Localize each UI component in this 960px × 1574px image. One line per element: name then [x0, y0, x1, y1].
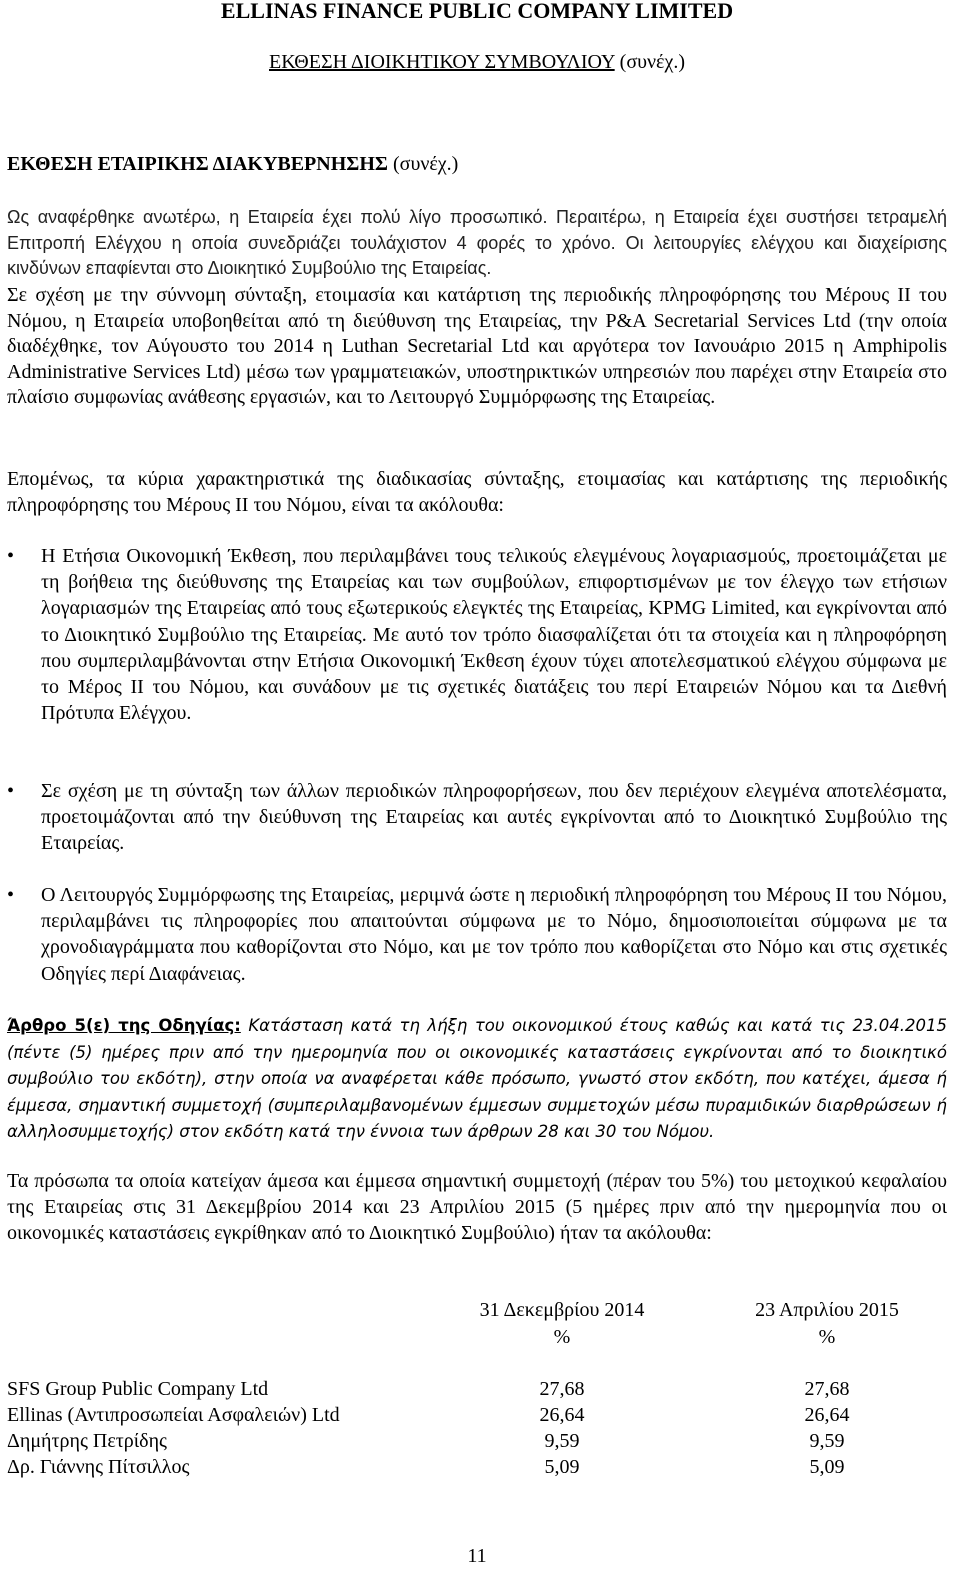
holding-2015: 9,59: [809, 1430, 845, 1452]
section-title-suffix: (συνέχ.): [393, 153, 459, 175]
holding-2014: 27,68: [539, 1378, 585, 1400]
column-header-2015: 23 Απριλίου 2015: [755, 1299, 899, 1321]
table-row: [7, 1454, 947, 1480]
holder-name: Δρ. Γιάννης Πίτσιλλος: [7, 1456, 190, 1478]
list-item: [7, 543, 947, 726]
company-name: ELLINAS FINANCE PUBLIC COMPANY LIMITED: [220, 0, 734, 23]
bullet-compliance-officer: [7, 882, 947, 987]
paragraph-reporting: Σε σχέση με την σύννομη σύνταξη, ετοιμασία και κατάρτιση της περιοδικής πληροφόρησης του Μέρους ΙΙ του Νόμου, η Εταιρεία υποβοηθείται από τη διεύθυνση της Εταιρείας, την P&A Secretarial Services Ltd (την οποία διαδέχθηκε, τον Αύγουστο του 2014 η Luthan Secretarial Ltd και αργότερα τον Ιανουάριο 2015 η Amphipolis Administrative Services Ltd) μέσω των γραμματειακών, υποστηρικτικών υπηρεσιών που παρέχει στην Εταιρεία στο πλαίσιο συμφωνίας ανάθεσης εργασιών, και το Λειτουργό Συμμόρφωσης της Εταιρείας.: [7, 284, 947, 409]
bullet-icon: •: [7, 780, 15, 802]
bullet-annual-report: [7, 543, 947, 726]
paragraph-staff: Ως αναφέρθηκε ανωτέρω, η Εταιρεία έχει πολύ λίγο προσωπικό. Περαιτέρω, η Εταιρεία έχει συστήσει τετραμελή Επιτροπή Ελέγχου η οποία συνεδριάζει τουλάχιστον 4 φορές το χρόνο. Οι λειτουργίες ελέγχου και διαχείρισης κινδύνων επαφίενται στο Διοικητικό Συμβούλιο της Εταιρείας.: [7, 207, 947, 278]
bullet-icon: •: [7, 884, 15, 906]
holder-name: SFS Group Public Company Ltd: [7, 1378, 269, 1400]
table-row: [7, 1402, 947, 1428]
holder-name: Ellinas (Αντιπροσωπείαι Ασφαλειών) Ltd: [7, 1404, 340, 1426]
report-title-text: ΕΚΘΕΣΗ ΔΙΟΙΚΗΤΙΚΟΥ ΣΥΜΒΟΥΛΙΟΥ: [269, 51, 615, 73]
article-5e: [7, 1013, 947, 1146]
holding-2015: 27,68: [804, 1378, 850, 1400]
report-title: [7, 49, 947, 75]
bullet-text: Σε σχέση με τη σύνταξη των άλλων περιοδικών πληροφορήσεων, που δεν περιέχουν ελεγμένα αποτελέσματα, προετοιμάζονται από την διεύθυνση της Εταιρείας και αυτές εγκρίνονται από το Διοικητικό Συμβούλιο της Εταιρείας.: [41, 780, 947, 855]
paragraph-holdings: Τα πρόσωπα τα οποία κατείχαν άμεσα και έμμεσα σημαντική συμμετοχή (πέραν του 5%) του μετοχικού κεφαλαίου της Εταιρείας στις 31 Δεκεμβρίου 2014 και 23 Απριλίου 2015 (5 ημέρες πριν από την ημερομηνία που οι οικονομικές καταστάσεις εγκρίθηκαν από το Διοικητικό Συμβούλιο) ήταν τα ακόλουθα:: [7, 1170, 947, 1245]
list-item: [7, 778, 947, 857]
column-header-2014: 31 Δεκεμβρίου 2014: [479, 1299, 645, 1321]
holding-2014: 5,09: [544, 1456, 580, 1478]
page-number: 11: [467, 1545, 487, 1567]
section-title-text: ΕΚΘΕΣΗ ΕΤΑΙΡΙΚΗΣ ΔΙΑΚΥΒΕΡΝΗΣΗΣ: [7, 153, 388, 175]
report-title-suffix: (συνέχ.): [619, 51, 685, 73]
bullet-text: Η Ετήσια Οικονομική Έκθεση, που περιλαμβάνει τους τελικούς ελεγμένους λογαριασμούς, προετοιμάζεται με τη βοήθεια της διεύθυνσης της Εταιρείας και των συμβούλων, επιφορτισμένων με τον έλεγχο των ετήσιων λογαριασμών της Εταιρείας από τους εξωτερικούς ελεγκτές της Εταιρείας, KPMG Limited, και εγκρίνονται από το Διοικητικό Συμβούλιο της Εταιρείας. Με αυτό τον τρόπο διασφαλίζεται ότι τα στοιχεία και η πληροφόρηση που συμπεριλαμβάνονται στην Ετήσια Οικονομική Έκθεση έχουν τύχει αποτελεσματικού ελέγχου σύμφωνα με το Μέρος ΙΙ του Νόμου, και συνάδουν με τις σχετικές διατάξεις του περί Εταιρειών Νόμου και τα Διεθνή Πρότυπα Ελέγχου.: [41, 545, 947, 725]
column-unit-2014: %: [553, 1326, 571, 1348]
article-text: Κατάσταση κατά τη λήξη του οικονομικού έτους καθώς και κατά τις 23.04.2015 (πέντε (5) ημέρες πριν από την ημερομηνία που οι οικονομικές καταστάσεις εγκρίνονται από το διοικητικό συμβούλιο του εκδότη), στην οποία να αναφέρεται κάθε πρόσωπο, γνωστό στον εκδότη, που κατέχει, άμεσα ή έμμεσα, σημαντική συμμετοχή (συμπεριλαμβανομένων έμμεσων συμμετοχών μέσω πυραμιδικών διαρθρώσεων ή αλληλοσυμμετοχής) στον εκδότη κατά την έννοια των άρθρων 28 και 30 του Νόμου.: [7, 1016, 947, 1142]
column-unit-2015: %: [818, 1326, 836, 1348]
section-title: [7, 151, 458, 177]
holding-2015: 5,09: [809, 1456, 845, 1478]
holder-name: Δημήτρης Πετρίδης: [7, 1430, 167, 1452]
bullet-other-reports: [7, 778, 947, 857]
holding-2014: 9,59: [544, 1430, 580, 1452]
article-heading: Άρθρο 5(ε) της Οδηγίας:: [7, 1016, 241, 1035]
table-row: [7, 1428, 947, 1454]
holding-2015: 26,64: [804, 1404, 850, 1426]
holding-2014: 26,64: [539, 1404, 585, 1426]
bullet-text: Ο Λειτουργός Συμμόρφωσης της Εταιρείας, μεριμνά ώστε η περιοδική πληροφόρηση του Μέρους ΙΙ του Νόμου, περιλαμβάνει τις πληροφορίες που απαιτούνται σύμφωνα με το Νόμο, δημοσιοποιείται σύμφωνα με τα χρονοδιαγράμματα που καθορίζονται στο Νόμο, και με τον τρόπο που καθορίζεται στο Νόμο και στις σχετικές Οδηγίες περί Διαφάνειας.: [41, 884, 947, 985]
list-item: [7, 882, 947, 987]
paragraph-characteristics: Επομένως, τα κύρια χαρακτηριστικά της διαδικασίας σύνταξης, ετοιμασίας και κατάρτισης της περιοδικής πληροφόρησης του Μέρους ΙΙ του Νόμου, είναι τα ακόλουθα:: [7, 468, 947, 517]
table-row: [7, 1376, 947, 1402]
bullet-icon: •: [7, 545, 15, 567]
